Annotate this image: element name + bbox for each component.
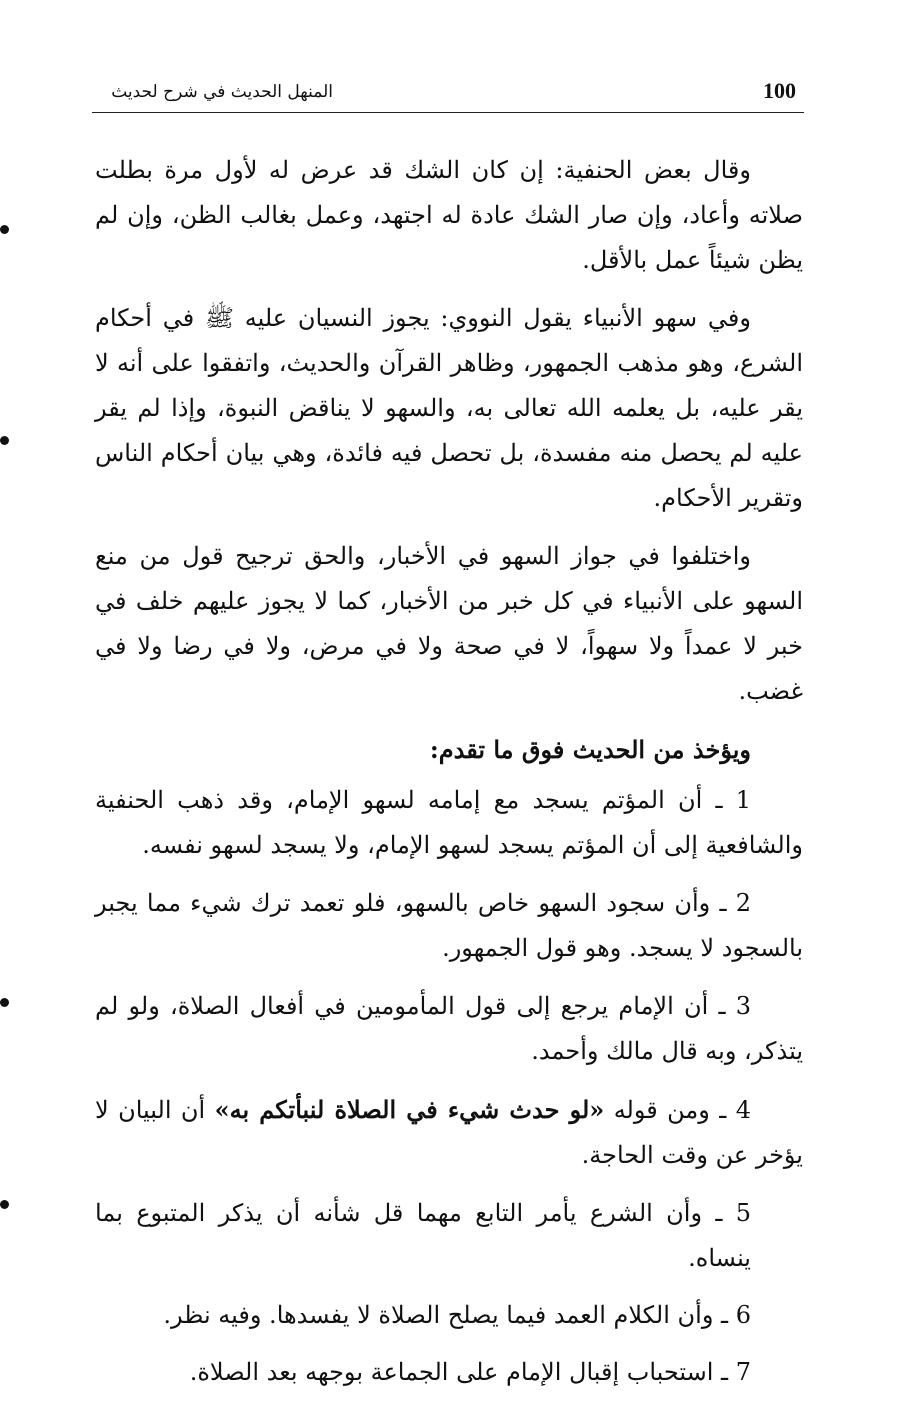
paragraph: وفي سهو الأنبياء يقول النووي: يجوز النسيان عليه ﷺ في أحكام الشرع، وهو مذهب الجمهور، وظاهر القرآن والحديث، واتفقوا على أنه لا يقر عليه، بل يعلمه الله تعالى به، والسهو لا يناقض النبوة، وإذا لم يقر عليه لم يحصل منه مفسدة، بل تحصل فيه فائدة، وهي بيان أحكام الناس وتقرير الأحكام. (95, 304, 803, 512)
item-prefix: 4 ـ ومن قوله (604, 1096, 751, 1124)
header-rule (92, 112, 804, 113)
list-item: 6 ـ وأن الكلام العمد فيما يصلح الصلاة لا يفسدها. وفيه نظر. (163, 1301, 751, 1329)
hadith-quote: «لو حدث شيء في الصلاة لنبأتكم به» (214, 1095, 605, 1124)
margin-mark (0, 225, 9, 234)
list-item: 2 ـ وأن سجود السهو خاص بالسهو، فلو تعمد ترك شيء مما يجبر بالسجود لا يسجد. وهو قول الجمهور. (95, 889, 803, 962)
list-item: 5 ـ وأن الشرع يأمر التابع مهما قل شأنه أن يذكر المتبوع بما ينساه. (95, 1199, 751, 1272)
list-item: 7 ـ استحباب إقبال الإمام على الجماعة بوجهه بعد الصلاة. (189, 1358, 751, 1386)
section-heading: ويؤخذ من الحديث فوق ما تقدم: (429, 735, 751, 764)
paragraph: واختلفوا في جواز السهو في الأخبار، والحق ترجيح قول من منع السهو على الأنبياء في كل خبر من الأخبار، كما لا يجوز عليهم خلف في خبر لا عمداً ولا سهواً، لا في صحة ولا في مرض، ولا في رضا ولا في غضب. (95, 542, 804, 705)
body-text (95, 148, 803, 1407)
margin-mark (0, 998, 9, 1007)
paragraph: وقال بعض الحنفية: إن كان الشك قد عرض له لأول مرة بطلت صلاته وأعاد، وإن صار الشك عادة له اجتهد، وعمل بغالب الظن، وإن لم يظن شيئاً عمل بالأقل. (95, 156, 803, 274)
list-item (95, 1087, 803, 1178)
running-title: المنهل الحديث في شرح لحديث (111, 82, 333, 102)
margin-mark (0, 436, 9, 445)
page-number: 100 (763, 78, 796, 103)
margin-mark (0, 1200, 9, 1209)
item-suffix: أن البيان لا يؤخر عن وقت الحاجة. (95, 1096, 803, 1169)
list-item: 1 ـ أن المؤتم يسجد مع إمامه لسهو الإمام، وقد ذهب الحنفية والشافعية إلى أن المؤتم يسجد لسهو الإمام، ولا يسجد لسهو نفسه. (95, 786, 803, 859)
list-item: 3 ـ أن الإمام يرجع إلى قول المأمومين في أفعال الصلاة، ولو لم يتذكر، وبه قال مالك وأحمد. (95, 992, 803, 1065)
